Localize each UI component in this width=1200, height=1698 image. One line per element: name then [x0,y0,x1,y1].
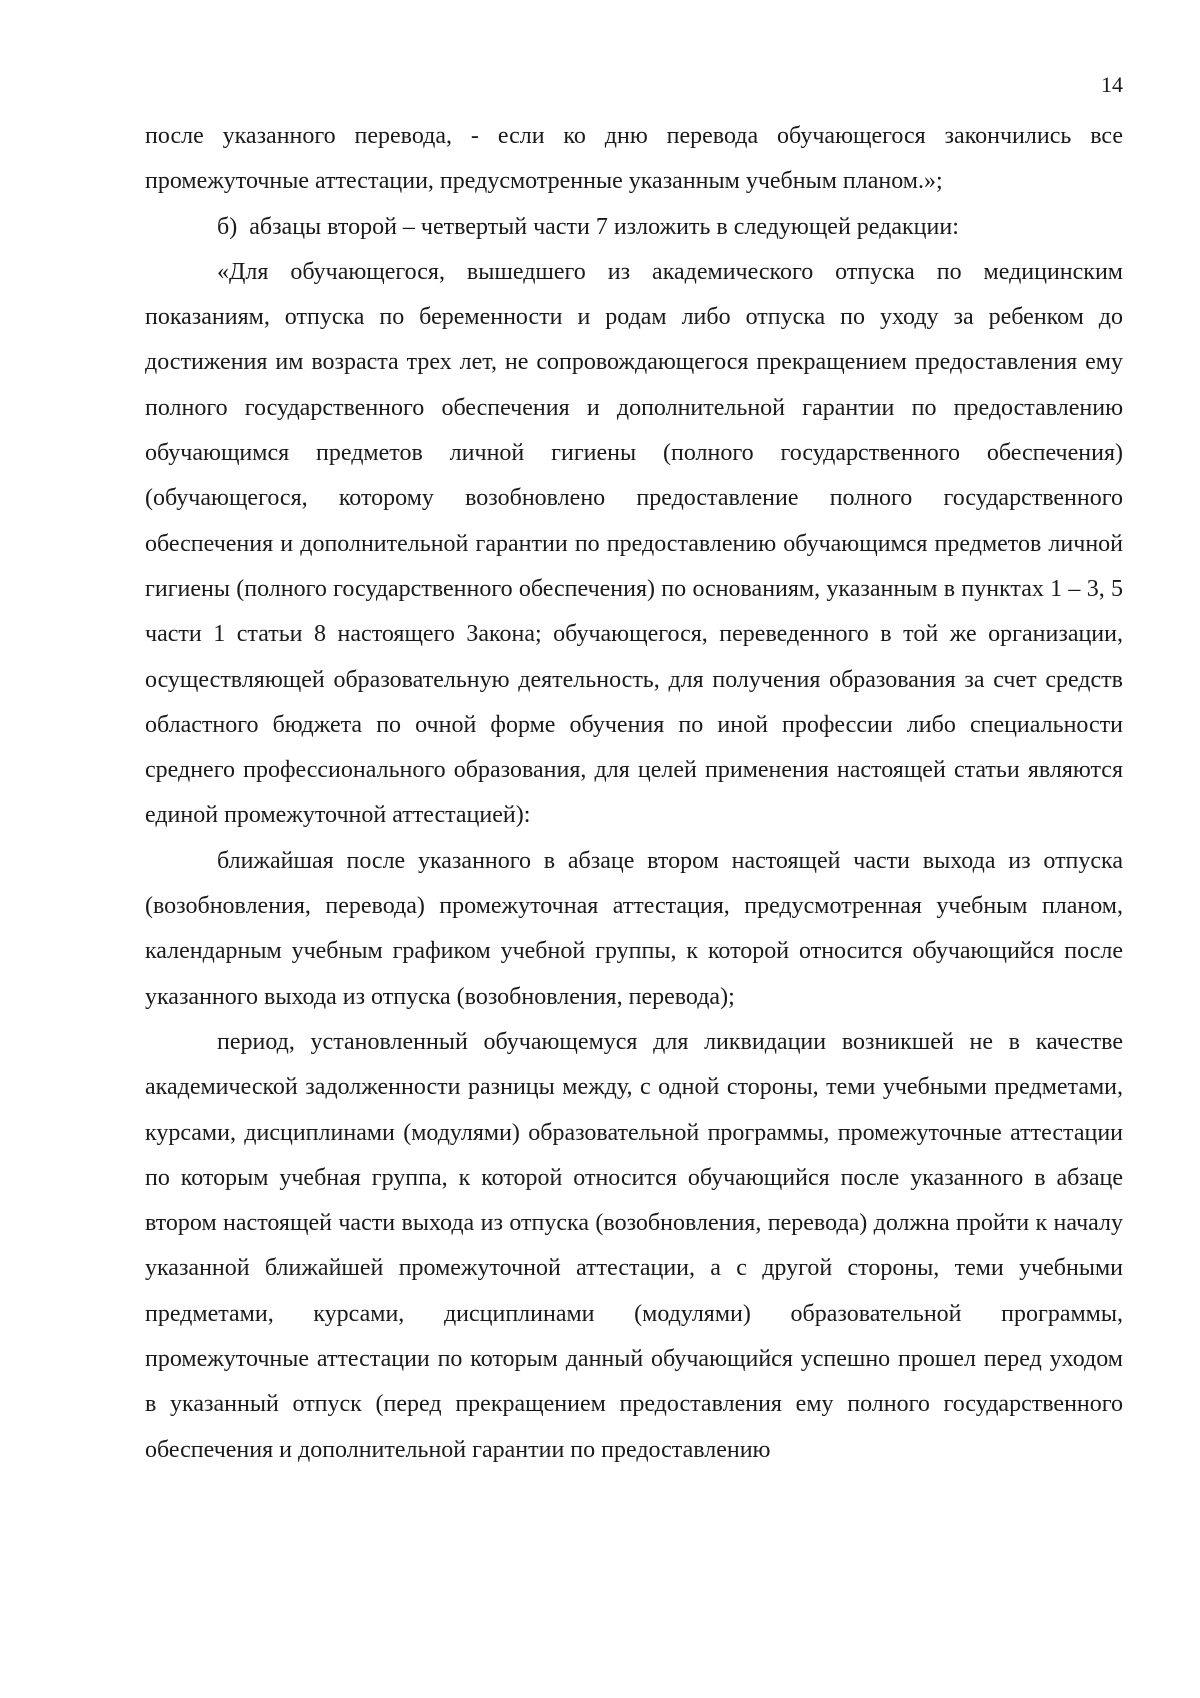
paragraph-definition: «Для обучающегося, вышедшего из академического отпуска по медицинским показаниям, отпуска по беременности и родам либо отпуска по уходу за ребенком до достижения им возраста трех лет, не сопровождающегося прекращением предоставления ему полного государственного обеспечения и дополнительной гарантии по предоставлению обучающимся предметов личной гигиены (полного государственного обеспечения) (обучающегося, которому возобновлено предоставление полного государственного обеспечения и дополнительной гарантии по предоставлению обучающимся предметов личной гигиены (полного государственного обеспечения) по основаниям, указанным в пунктах 1 – 3, 5 части 1 статьи 8 настоящего Закона; обучающегося, переведенного в той же организации, осуществляющей образовательную деятельность, для получения образования за счет средств областного бюджета по очной форме обучения по иной профессии либо специальности среднего профессионального образования, для целей применения настоящей статьи являются единой промежуточной аттестацией): [145,258,1123,829]
document-body [145,114,1123,1473]
paragraph-nearest-attestation: ближайшая после указанного в абзаце втором настоящей части выхода из отпуска (возобновления, перевода) промежуточная аттестация, предусмотренная учебным планом, календарным учебным графиком учебной группы, к которой относится обучающийся после указанного выхода из отпуска (возобновления, перевода); [145,847,1123,1010]
page-number: 14 [1101,72,1123,97]
paragraph-amendment-b: б) абзацы второй – четвертый части 7 изложить в следующей редакции: [217,213,959,240]
paragraph-period: период, установленный обучающемуся для ликвидации возникшей не в качестве академической задолженности разницы между, с одной стороны, теми учебными предметами, курсами, дисциплинами (модулями) образовательной программы, промежуточные аттестации по которым учебная группа, к которой относится обучающийся после указанного в абзаце втором настоящей части выхода из отпуска (возобновления, перевода) должна пройти к началу указанной ближайшей промежуточной аттестации, а с другой стороны, теми учебными предметами, курсами, дисциплинами (модулями) образовательной программы, промежуточные аттестации по которым данный обучающийся успешно прошел перед уходом в указанный отпуск (перед прекращением предоставления ему полного государственного обеспечения и дополнительной гарантии по предоставлению [145,1028,1123,1463]
paragraph-continuation: после указанного перевода, - если ко дню перевода обучающегося закончились все промежуточные аттестации, предусмотренные указанным учебным планом.»; [145,123,1123,195]
